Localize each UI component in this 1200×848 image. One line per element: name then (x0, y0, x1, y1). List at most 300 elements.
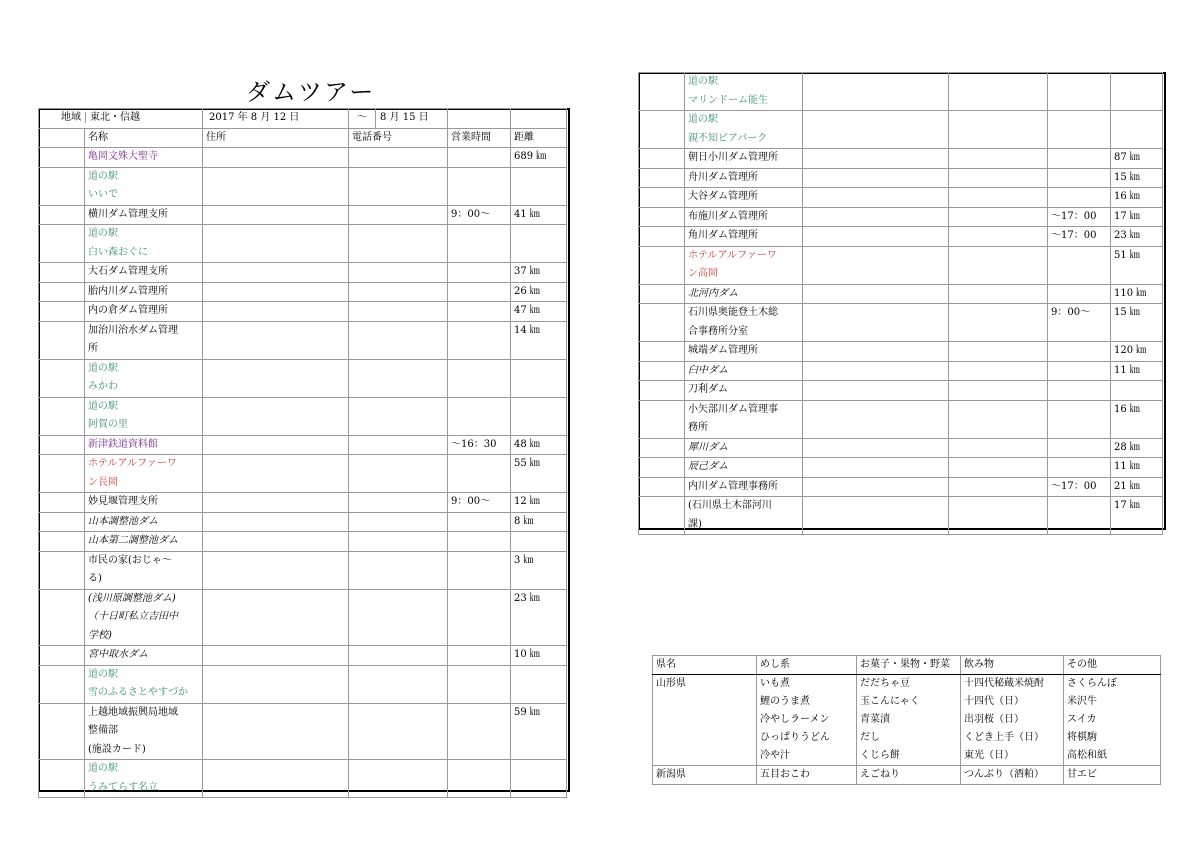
address-cell (803, 342, 949, 362)
address-cell (803, 400, 949, 438)
table-row (639, 284, 1163, 304)
row-margin-cell (39, 397, 85, 435)
place-name (85, 148, 203, 168)
table-row (39, 760, 567, 798)
hours-cell (448, 455, 511, 493)
table-row (39, 512, 567, 532)
food-item: えごねり (860, 769, 900, 780)
table-row (39, 148, 567, 168)
distance-cell (511, 760, 567, 798)
table-row (39, 397, 567, 435)
row-margin-cell (39, 532, 85, 552)
food-item: 青菜漬 (860, 714, 890, 725)
row-margin-cell (639, 246, 685, 284)
place-name-line: ン高岡 (688, 268, 718, 279)
header-region-row (39, 109, 567, 129)
food-nomimono-cell (961, 675, 1064, 766)
address-cell (203, 512, 349, 532)
place-name (85, 263, 203, 283)
place-name (685, 246, 803, 284)
row-margin-cell (639, 207, 685, 227)
row-margin-cell (639, 458, 685, 478)
table-row (639, 361, 1163, 381)
row-margin-cell (639, 111, 685, 149)
food-col-header: お菓子・果物・野菜 (857, 656, 961, 675)
address-cell (803, 361, 949, 381)
table-row (39, 532, 567, 552)
table-row (639, 381, 1163, 401)
place-name-line: 内川ダム管理事務所 (688, 480, 778, 492)
place-name-line: (石川県土木部河川 (688, 500, 772, 511)
phone-cell (349, 455, 448, 493)
distance-cell (1111, 73, 1163, 111)
phone-cell (949, 188, 1048, 208)
phone-cell (349, 263, 448, 283)
row-margin-cell (639, 400, 685, 438)
distance-cell (1111, 111, 1163, 149)
hours-cell (1048, 188, 1111, 208)
hours-cell (1048, 284, 1111, 304)
hours-cell (448, 282, 511, 302)
region-value: 東北・信越 (85, 112, 140, 123)
table-row (39, 455, 567, 493)
distance-cell: 110 ㎞ (1111, 284, 1163, 304)
food-item: 甘エビ (1067, 769, 1097, 780)
hours-cell: 9：00～ (448, 493, 511, 513)
food-meshi-cell (757, 675, 857, 766)
place-name (85, 302, 203, 322)
place-name (685, 73, 803, 111)
food-item: くじら餅 (860, 750, 900, 761)
hours-cell (1048, 381, 1111, 401)
food-item: いも煮 (760, 678, 790, 689)
date-start: 2017 年 8 月 12 日 (203, 109, 349, 129)
place-name-line: (施設カード) (88, 743, 146, 755)
right-dam-table (638, 72, 1163, 535)
table-row (39, 589, 567, 646)
date-end: 8 月 15 日 (380, 112, 429, 123)
place-name-line: 道の駅 (88, 668, 118, 680)
place-name (85, 512, 203, 532)
place-name (85, 397, 203, 435)
place-name (85, 321, 203, 359)
distance-cell: 14 ㎞ (511, 321, 567, 359)
phone-cell (349, 148, 448, 168)
place-name (685, 381, 803, 401)
food-item: だだちゃ豆 (860, 678, 910, 689)
food-item: 十四代（日） (964, 696, 1024, 707)
col-distance: 距離 (511, 128, 567, 148)
address-cell (203, 665, 349, 703)
food-col-header: 飲み物 (961, 656, 1064, 675)
food-header-row (653, 656, 1161, 675)
food-item: くどき上手（日） (964, 732, 1044, 743)
address-cell (203, 321, 349, 359)
place-name (685, 361, 803, 381)
hours-cell (1048, 73, 1111, 111)
food-item: さくらんぼ (1067, 678, 1117, 689)
place-name-line: （十日町私立吉田中 (88, 611, 178, 622)
address-cell (203, 435, 349, 455)
region-label: 地域 (61, 112, 81, 123)
table-row (39, 435, 567, 455)
place-name-line: 親不知ピアパーク (688, 132, 768, 144)
address-cell (203, 397, 349, 435)
place-name (85, 493, 203, 513)
phone-cell (349, 205, 448, 225)
food-row (653, 766, 1161, 785)
distance-cell: 689 ㎞ (511, 148, 567, 168)
place-name-line: 大谷ダム管理所 (688, 191, 758, 202)
distance-cell: 10 ㎞ (511, 646, 567, 666)
food-okashi-cell (857, 675, 961, 766)
place-name-line: る) (88, 573, 102, 584)
address-cell (803, 438, 949, 458)
distance-cell: 26 ㎞ (511, 282, 567, 302)
food-item: つんぶり（酒粕） (964, 769, 1044, 780)
address-cell (203, 167, 349, 205)
table-row (639, 304, 1163, 342)
place-name (685, 342, 803, 362)
place-name-line: ホテルアルファーワ (88, 458, 177, 469)
place-name (685, 227, 803, 247)
table-row (639, 149, 1163, 169)
food-sonota-cell (1064, 675, 1161, 766)
place-name (685, 400, 803, 438)
table-row (39, 359, 567, 397)
hours-cell (1048, 168, 1111, 188)
table-row (39, 703, 567, 760)
address-cell (803, 304, 949, 342)
hours-cell (448, 359, 511, 397)
prefecture-cell: 山形県 (653, 675, 757, 766)
place-name (685, 304, 803, 342)
place-name-line: みかわ (88, 381, 118, 392)
address-cell (203, 282, 349, 302)
address-cell (203, 359, 349, 397)
phone-cell (949, 400, 1048, 438)
distance-cell: 59 ㎞ (511, 703, 567, 760)
address-cell (203, 589, 349, 646)
distance-cell: 8 ㎞ (511, 512, 567, 532)
row-margin-cell (639, 73, 685, 111)
row-margin-cell (39, 205, 85, 225)
table-row (39, 493, 567, 513)
distance-cell (511, 359, 567, 397)
place-name-line: 課) (688, 518, 702, 530)
place-name (685, 188, 803, 208)
phone-cell (349, 589, 448, 646)
hours-cell (1048, 111, 1111, 149)
place-name-line: 妙見堰管理支所 (88, 496, 158, 507)
phone-cell (349, 167, 448, 205)
hours-cell (448, 302, 511, 322)
place-name-line: いいで (88, 189, 118, 200)
distance-cell: 48 ㎞ (511, 435, 567, 455)
distance-cell: 47 ㎞ (511, 302, 567, 322)
distance-cell: 3 ㎞ (511, 551, 567, 589)
phone-cell (349, 282, 448, 302)
hours-cell (448, 321, 511, 359)
hours-cell (448, 148, 511, 168)
phone-cell (949, 361, 1048, 381)
address-cell (803, 73, 949, 111)
hours-cell: ～17：00 (1048, 207, 1111, 227)
row-margin-cell (39, 665, 85, 703)
distance-cell: 15 ㎞ (1111, 168, 1163, 188)
row-margin-cell (39, 225, 85, 263)
place-name (685, 458, 803, 478)
distance-cell: 11 ㎞ (1111, 458, 1163, 478)
left-dam-table (38, 108, 567, 798)
place-name (685, 438, 803, 458)
place-name (85, 551, 203, 589)
phone-cell (949, 438, 1048, 458)
hours-cell (448, 167, 511, 205)
phone-cell (949, 149, 1048, 169)
place-name-line: 宮中取水ダム (88, 649, 148, 660)
place-name-line: 小矢部川ダム管理事 (688, 403, 778, 415)
address-cell (803, 168, 949, 188)
row-margin-cell (639, 149, 685, 169)
address-cell (203, 493, 349, 513)
address-cell (803, 149, 949, 169)
place-name (85, 282, 203, 302)
row-margin-cell (639, 227, 685, 247)
place-name-line: うみてらす名立 (88, 781, 158, 793)
place-name-line: 白い森おぐに (88, 246, 148, 258)
row-margin-cell (39, 263, 85, 283)
phone-cell (349, 703, 448, 760)
table-row (39, 665, 567, 703)
food-item: 十四代秘蔵米焼酎 (964, 678, 1044, 689)
place-name-line: 石川県奥能登土木総 (688, 307, 778, 318)
food-item: 五目おこわ (760, 769, 810, 780)
address-cell (803, 111, 949, 149)
table-row (39, 282, 567, 302)
distance-cell: 55 ㎞ (511, 455, 567, 493)
row-margin-cell (39, 321, 85, 359)
distance-cell: 120 ㎞ (1111, 342, 1163, 362)
distance-cell: 23 ㎞ (1111, 227, 1163, 247)
place-name-line: 胎内川ダム管理所 (88, 285, 168, 297)
col-hours: 営業時間 (448, 128, 511, 148)
address-cell (803, 458, 949, 478)
phone-cell (349, 665, 448, 703)
col-phone: 電話番号 (349, 128, 448, 148)
place-name-line: 朝日小川ダム管理所 (688, 152, 778, 163)
place-name-line: 亀岡文殊大聖寺 (88, 151, 158, 162)
distance-cell: 21 ㎞ (1111, 477, 1163, 497)
place-name (685, 111, 803, 149)
food-item: だし (860, 732, 880, 743)
table-row (39, 225, 567, 263)
hours-cell (448, 225, 511, 263)
hours-cell (448, 397, 511, 435)
address-cell (203, 760, 349, 798)
address-cell (803, 207, 949, 227)
place-name-line: 辰己ダム (688, 461, 728, 472)
place-name-line: 山本調整池ダム (88, 515, 158, 527)
row-margin-cell (639, 304, 685, 342)
place-name-line: 道の駅 (88, 362, 118, 374)
row-margin-cell (39, 551, 85, 589)
row-margin-cell (639, 381, 685, 401)
phone-cell (349, 321, 448, 359)
hours-cell (1048, 400, 1111, 438)
col-address: 住所 (203, 128, 349, 148)
food-item: スイカ (1067, 714, 1097, 725)
food-nomimono-cell (961, 766, 1064, 785)
food-row (653, 675, 1161, 766)
address-cell (203, 148, 349, 168)
place-name (85, 359, 203, 397)
phone-cell (949, 111, 1048, 149)
food-item: 玉こんにゃく (860, 696, 920, 707)
table-row (639, 477, 1163, 497)
phone-cell (349, 397, 448, 435)
place-name (85, 167, 203, 205)
phone-cell (949, 207, 1048, 227)
place-name-line: 横川ダム管理支所 (88, 208, 168, 220)
place-name-line: 加治川治水ダム管理 (88, 324, 178, 336)
food-col-header: めし系 (757, 656, 857, 675)
hours-cell (1048, 246, 1111, 284)
address-cell (803, 497, 949, 535)
date-tilde: ～ (349, 109, 376, 128)
food-item: 東光（日） (964, 750, 1014, 761)
place-name-line: 道の駅 (688, 76, 718, 87)
hours-cell (1048, 497, 1111, 535)
place-name-line: 雪のふるさとやすづか (88, 687, 188, 698)
place-name-line: 学校) (88, 629, 112, 641)
hours-cell (1048, 149, 1111, 169)
table-row (639, 168, 1163, 188)
food-sonota-cell (1064, 766, 1161, 785)
place-name-line: 大石ダム管理支所 (88, 266, 168, 277)
place-name-line: 道の駅 (88, 228, 118, 239)
place-name (85, 760, 203, 798)
row-margin-cell (639, 438, 685, 458)
row-margin-cell (639, 342, 685, 362)
row-margin-cell (39, 589, 85, 646)
place-name-line: 道の駅 (88, 763, 118, 774)
distance-cell: 12 ㎞ (511, 493, 567, 513)
phone-cell (949, 497, 1048, 535)
hours-cell: ～17：00 (1048, 227, 1111, 247)
table-row (39, 302, 567, 322)
place-name-line: 道の駅 (688, 114, 718, 125)
phone-cell (949, 227, 1048, 247)
place-name (85, 225, 203, 263)
hours-cell: 9：00～ (448, 205, 511, 225)
place-name-line: 道の駅 (88, 170, 118, 182)
address-cell (803, 381, 949, 401)
food-item: 冷やしラーメン (760, 714, 830, 725)
table-row (39, 646, 567, 666)
distance-cell: 16 ㎞ (1111, 400, 1163, 438)
address-cell (203, 532, 349, 552)
table-row (639, 207, 1163, 227)
place-name-line: 角川ダム管理所 (688, 230, 758, 241)
hours-cell (1048, 458, 1111, 478)
distance-cell: 17 ㎞ (1111, 207, 1163, 227)
distance-cell (511, 167, 567, 205)
address-cell (803, 227, 949, 247)
row-margin-cell (39, 302, 85, 322)
hours-cell (448, 532, 511, 552)
address-cell (203, 703, 349, 760)
place-name-line: マリンドーム能生 (688, 94, 768, 106)
distance-cell (1111, 381, 1163, 401)
phone-cell (949, 168, 1048, 188)
phone-cell (349, 493, 448, 513)
place-name-line: (浅川原調整池ダム) (88, 592, 176, 604)
place-name (85, 205, 203, 225)
place-name-line: ン長岡 (88, 476, 118, 488)
row-margin-cell (39, 455, 85, 493)
food-item: 将棋駒 (1067, 732, 1097, 743)
row-margin-cell (639, 477, 685, 497)
phone-cell (949, 342, 1048, 362)
hours-cell (448, 589, 511, 646)
distance-cell: 37 ㎞ (511, 263, 567, 283)
row-margin-cell (39, 282, 85, 302)
place-name (85, 665, 203, 703)
table-row (39, 205, 567, 225)
hours-cell (1048, 361, 1111, 381)
address-cell (203, 225, 349, 263)
distance-cell: 11 ㎞ (1111, 361, 1163, 381)
hours-cell (448, 512, 511, 532)
table-row (639, 458, 1163, 478)
address-cell (803, 477, 949, 497)
food-col-header: その他 (1064, 656, 1161, 675)
row-margin-cell (639, 284, 685, 304)
address-cell (203, 302, 349, 322)
hours-cell (448, 646, 511, 666)
food-okashi-cell (857, 766, 961, 785)
table-row (639, 342, 1163, 362)
place-name-line: 整備部 (88, 725, 118, 736)
distance-cell (511, 532, 567, 552)
distance-cell: 17 ㎞ (1111, 497, 1163, 535)
table-row (39, 167, 567, 205)
column-header-row (39, 128, 567, 148)
food-item: 高松和紙 (1067, 750, 1107, 761)
place-name-line: 合事務所分室 (688, 325, 748, 337)
hours-cell (448, 263, 511, 283)
place-name-line: 内の倉ダム管理所 (88, 305, 168, 316)
phone-cell (349, 532, 448, 552)
place-name (685, 207, 803, 227)
page-title: ダムツアー (246, 78, 376, 106)
place-name-line: 道の駅 (88, 400, 118, 412)
distance-cell: 23 ㎞ (511, 589, 567, 646)
place-name (85, 455, 203, 493)
phone-cell (949, 477, 1048, 497)
table-row (639, 400, 1163, 438)
row-margin-cell (39, 435, 85, 455)
place-name-line: 阿賀の里 (88, 419, 128, 430)
table-row (639, 73, 1163, 111)
hours-cell (448, 760, 511, 798)
distance-cell: 15 ㎞ (1111, 304, 1163, 342)
place-name-line: 上越地域振興局地域 (88, 706, 178, 718)
hours-cell (1048, 438, 1111, 458)
place-name-line: 山本第二調整池ダム (88, 535, 178, 546)
distance-cell (511, 665, 567, 703)
